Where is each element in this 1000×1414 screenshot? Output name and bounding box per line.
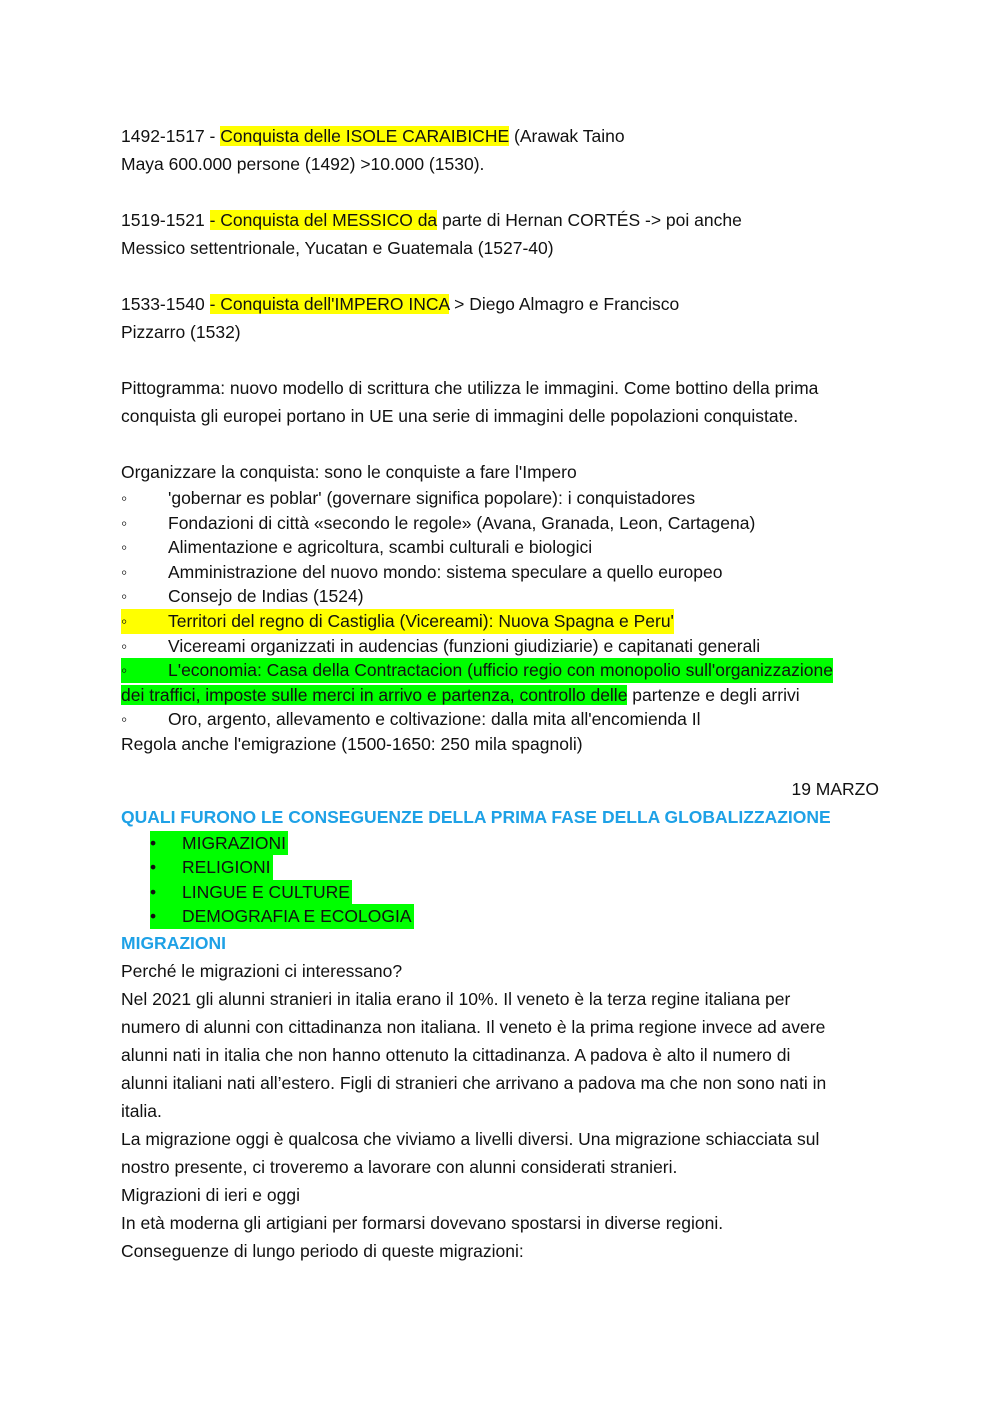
list-item: • MIGRAZIONI xyxy=(121,831,879,856)
paragraph-pictogram: Pittogramma: nuovo modello di scrittura che utilizza le immagini. Come bottino della prima xyxy=(121,378,819,398)
list-item: ◦ Oro, argento, allevamento e coltivazione: dalla mita all'encomienda Il xyxy=(121,707,879,732)
date-range: 1492-1517 - xyxy=(121,126,221,146)
text: parte di Hernan CORTÉS -> poi anche xyxy=(437,210,742,230)
list-item: ◦ Fondazioni di città «secondo le regole» (Avana, Granada, Leon, Cartagena) xyxy=(121,511,879,536)
body-line: italia. xyxy=(121,1100,162,1121)
section-heading: QUALI FURONO LE CONSEGUENZE DELLA PRIMA FASE DELLA GLOBALIZZAZIONE xyxy=(121,806,831,827)
paragraph-inca xyxy=(121,290,879,318)
highlighted-text: Conquista delle ISOLE CARAIBICHE xyxy=(220,126,510,146)
list-item-economy-cont: dei traffici, imposte sulle merci in arrivo e partenza, controllo delle partenze e degli arrivi xyxy=(121,684,800,705)
body-line: Nel 2021 gli alunni stranieri in italia erano il 10%. Il veneto è la terza regine italiana per xyxy=(121,988,791,1009)
bullet-mark: ◦ xyxy=(121,561,128,582)
list-item: ◦ Amministrazione del nuovo mondo: sistema speculare a quello europeo xyxy=(121,560,879,585)
bullet-mark: • xyxy=(150,857,157,878)
body-line: Conseguenze di lungo periodo di queste migrazioni: xyxy=(121,1240,524,1261)
list-item: • LINGUE E CULTURE xyxy=(121,880,879,905)
bullet-mark: ◦ xyxy=(121,488,128,508)
list-item: ◦ Consejo de Indias (1524) xyxy=(121,584,879,609)
list-item-highlighted: ◦ Territori del regno di Castiglia (Vicereami): Nuova Spagna e Peru' xyxy=(121,609,879,634)
body-line: Perché le migrazioni ci interessano? xyxy=(121,960,403,981)
list-item-cont: Regola anche l'emigrazione (1500-1650: 250 mila spagnoli) xyxy=(121,733,583,754)
body-line: alunni nati in italia che non hanno ottenuto la cittadinanza. A padova è alto il numero di xyxy=(121,1044,791,1065)
paragraph-caribbean-cont: Maya 600.000 persone (1492) >10.000 (1530). xyxy=(121,154,485,174)
body-line: La migrazione oggi è qualcosa che viviamo a livelli diversi. Una migrazione schiacciata sul xyxy=(121,1128,820,1149)
paragraph-mexico xyxy=(121,206,879,234)
paragraph-organize-title: Organizzare la conquista: sono le conquiste a fare l'Impero xyxy=(121,462,577,482)
bullet-mark: ◦ xyxy=(121,658,168,683)
bullet-mark: ◦ xyxy=(121,537,128,558)
bullet-mark: • xyxy=(150,881,157,902)
bullet-mark: • xyxy=(150,832,157,853)
paragraph-caribbean xyxy=(121,122,879,150)
text: (Arawak Taino xyxy=(509,126,625,146)
paragraph-pictogram-cont: conquista gli europei portano in UE una serie di immagini delle popolazioni conquistate. xyxy=(121,406,799,426)
paragraph-inca-cont: Pizzarro (1532) xyxy=(121,322,241,342)
highlighted-text: - Conquista del MESSICO da xyxy=(209,210,438,230)
bullet-mark: ◦ xyxy=(121,635,128,656)
body-line: Migrazioni di ieri e oggi xyxy=(121,1184,300,1205)
conquest-bullet-list xyxy=(121,486,879,757)
topics-list xyxy=(121,831,879,929)
bullet-mark: ◦ xyxy=(121,609,168,634)
migrations-body xyxy=(121,957,879,1265)
list-item-economy: ◦ L'economia: Casa della Contractacion (ufficio regio con monopolio sull'organizzazione xyxy=(121,658,879,683)
highlighted-text: - Conquista dell'IMPERO INCA xyxy=(209,294,450,314)
body-line: nostro presente, ci troveremo a lavorare con alunni considerati stranieri. xyxy=(121,1156,678,1177)
section-heading-migrations: MIGRAZIONI xyxy=(121,932,226,953)
body-line: alunni italiani nati all’estero. Figli di stranieri che arrivano a padova ma che non sono nati in xyxy=(121,1072,827,1093)
bullet-mark: ◦ xyxy=(121,709,128,730)
list-item: ◦ Alimentazione e agricoltura, scambi culturali e biologici xyxy=(121,535,879,560)
list-item: • DEMOGRAFIA E ECOLOGIA xyxy=(121,904,879,929)
list-item: • RELIGIONI xyxy=(121,855,879,880)
date-range: 1519-1521 xyxy=(121,210,210,230)
text: > Diego Almagro e Francisco xyxy=(449,294,680,314)
bullet-mark: ◦ xyxy=(121,512,128,533)
list-item: ◦ Vicereami organizzati in audencias (funzioni giudiziarie) e capitanati generali xyxy=(121,634,879,659)
date-label: 19 MARZO xyxy=(791,778,879,799)
document-content xyxy=(121,122,879,1265)
list-item: ◦ 'gobernar es poblar' (governare significa popolare): i conquistadores xyxy=(121,486,879,511)
body-line: numero di alunni con cittadinanza non italiana. Il veneto è la prima regione invece ad avere xyxy=(121,1016,826,1037)
bullet-mark: ◦ xyxy=(121,586,128,607)
date-range: 1533-1540 xyxy=(121,294,210,314)
body-line: In età moderna gli artigiani per formarsi dovevano spostarsi in diverse regioni. xyxy=(121,1212,724,1233)
bullet-mark: • xyxy=(150,906,157,927)
paragraph-mexico-cont: Messico settentrionale, Yucatan e Guatemala (1527-40) xyxy=(121,238,554,258)
